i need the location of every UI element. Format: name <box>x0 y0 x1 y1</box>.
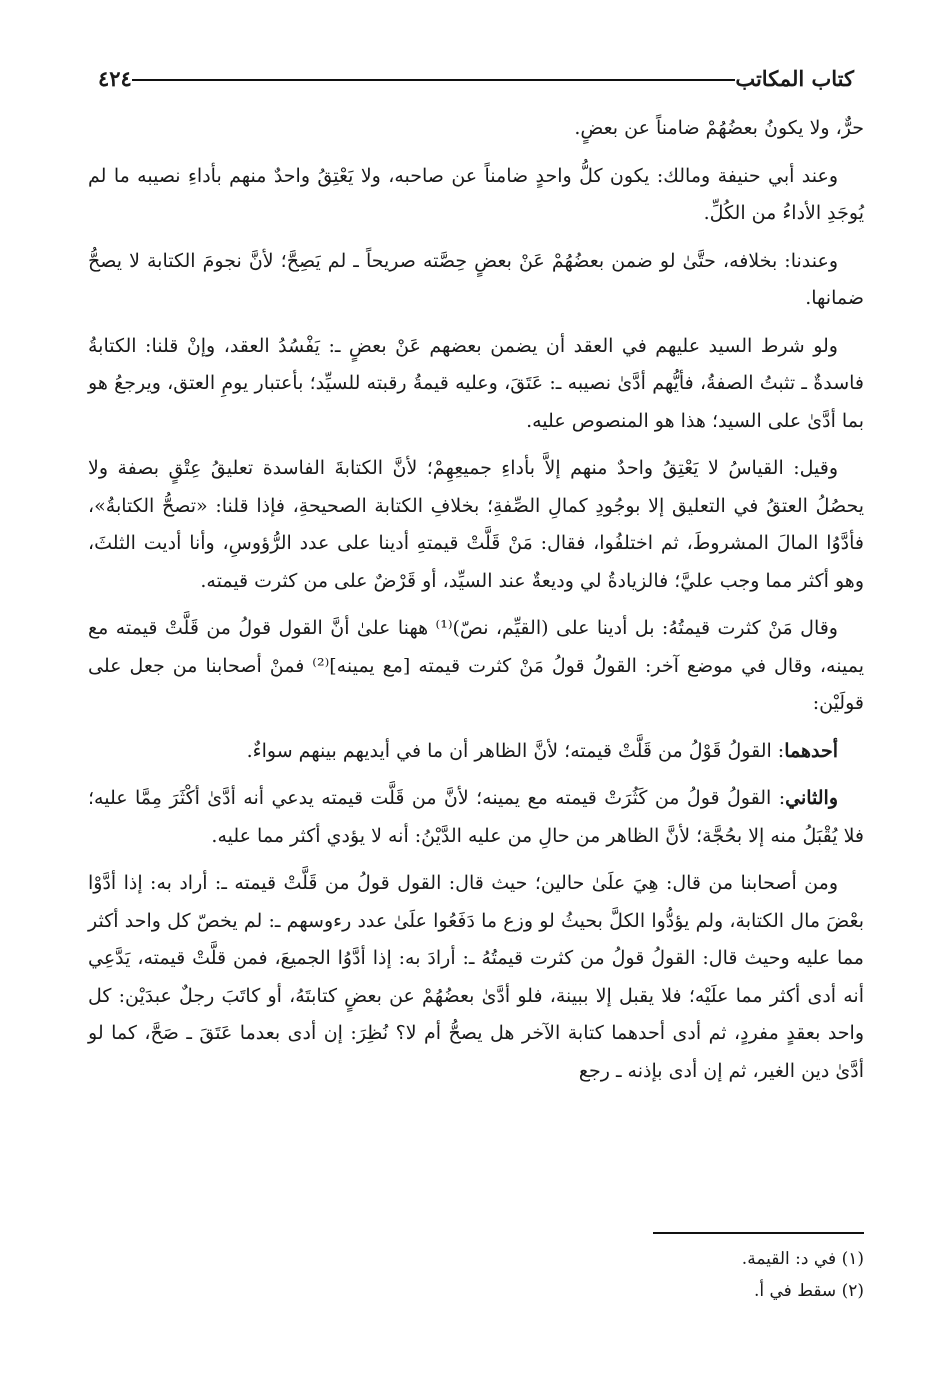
paragraph-1: حرٌّ، ولا يكونُ بعضُهُمْ ضامناً عن بعضٍ. <box>574 117 864 139</box>
footnote-2: (٢) سقط في أ. <box>753 1281 864 1301</box>
paragraph-2: وعند أبي حنيفة ومالك: يكون كلُّ واحدٍ ضامناً عن صاحبه، ولا يَعْتِقُ واحدٌ منهم بأداءِ نصيبه ما لم يُوجَدِ الأداءُ من الكُلِّ. <box>88 164 864 224</box>
footnote-1: (١) في د: القيمة. <box>741 1249 864 1269</box>
paragraph-6: وقال مَنْ كثرت قيمتُهُ: بل أدينا على (القيِّم، نصّ)⁽¹⁾ ههنا علىٰ أنَّ القول قولُ من قَلَّتْ قيمته مع يمينه، وقال في موضع آخر: القولُ قولُ مَنْ كثرت قيمته [مع يمينه]⁽²⁾ فمنْ أصحابنا من جعل على قولَيْن: <box>88 617 864 714</box>
chapter-title: كتاب المكاتب <box>735 65 854 91</box>
footnotes <box>88 1243 864 1307</box>
paragraph-9: ومن أصحابنا من قال: هِيَ علَىٰ حالين؛ حيث قال: القول قولُ من قَلَّتْ قيمته ـ: أراد به: إذا أدَّوْا بعْضَ مال الكتابة، ولم يؤدُّوا الكلَّ بحيثُ لو وزع ما دَفَعُوا علَىٰ عدد رءوسهم ـ: لم يخصّ كل واحد أكثر مما عليه وحيث قال: القولُ قولُ من كثرت قيمتُهُ ـ: أرادَ به: إذا أدَّوُا الجميعَ، فمن قلَّتْ قيمته، يَدَّعِي أنه أدى أكثر مما علَيْه؛ فلا يقبل إلا ببينة، فلو أدَّىٰ بعضُهُمْ عن بعضٍ كتابتَهُ، أو كاتَبَ رجلٌ عبدَيْن: كل واحد بعقدٍ مفردٍ، ثم أدى أحدهما كتابة الآخر هل يصحُّ أم لا؟ نُظِرَ: إن أدى بعدما عَتَقَ ـ صَحَّ، كما لو أدَّىٰ دين الغير، ثم إن أدى بإذنه ـ رجع <box>88 872 864 1082</box>
paragraph-3: وعندنا: بخلافه، حتَّىٰ لو ضمن بعضُهُمْ عَنْ بعضٍ حِصَّته صريحاً ـ لم يَصِحَّ؛ لأنَّ نجومَ الكتابة لا يصحُّ ضمانها. <box>88 249 864 309</box>
header-rule <box>132 79 736 81</box>
page-header <box>88 58 864 98</box>
paragraph-7-lead: أحدهما <box>784 739 838 762</box>
paragraph-4: ولو شرط السيد عليهم في العقد أن يضمن بعضهم عَنْ بعضٍ ـ: يَفْسُدُ العقد، وإنْ قلنا: الكتابةُ فاسدةٌ ـ تثبتُ الصفةُ، فأيُّهم أدَّىٰ نصيبه ـ: عَتَقَ، وعليه قيمةُ رقبته للسيِّد؛ بأعتبار يومِ العتق، ويرجعُ هو بما أدَّىٰ على السيد؛ هذا هو المنصوص عليه. <box>88 334 864 432</box>
paragraph-5: وقيل: القياسُ لا يَعْتِقُ واحدٌ منهم إلاَّ بأداءِ جميعِهِمْ؛ لأنَّ الكتابةَ الفاسدة تعليقُ عِتْقٍ بصفة ولا يحصُلُ العتقُ في التعليق إلا بوجُودِ كمالِ الصِّفةِ؛ بخلافِ الكتابة الصحيحةِ، فإذا قلنا: «تصحُّ الكتابةُ»، فأدَّوُا المالَ المشروطَ، ثم اختلفُوا، فقال: مَنْ قَلَّتْ قيمتهِ أدينا على عدد الرُّؤوسِ، وأنا أديت الثلثَ، وهو أكثر مما وجب عليَّ؛ فالزيادةُ لي وديعةٌ عند السيِّد، أو قَرْضٌ على من كثرت قيمته. <box>88 457 864 592</box>
page-number: ٤٢٤ <box>98 65 132 91</box>
paragraph-8: والثاني: القولُ قولُ من كَثُرَتْ قيمته مع يمينه؛ لأنَّ من قَلَّت قيمته يدعي أنه أدَّىٰ أكْثَرَ مِمَّا عليه؛ فلا يُقْبَلُ منه إلا بحُجَّة؛ لأنَّ الظاهر من حالِ من عليه الدَّيْنُ: أنه لا يؤدي أكثر مما عليه. <box>88 787 864 847</box>
footnote-rule <box>653 1232 864 1234</box>
main-text <box>88 110 864 1100</box>
paragraph-8-lead: والثاني <box>785 787 838 809</box>
paragraph-7: أحدهما: القولُ قَوْلُ من قَلَّتْ قيمته؛ لأنَّ الظاهر أن ما في أيديهم بينهم سواءٌ. <box>246 739 838 762</box>
